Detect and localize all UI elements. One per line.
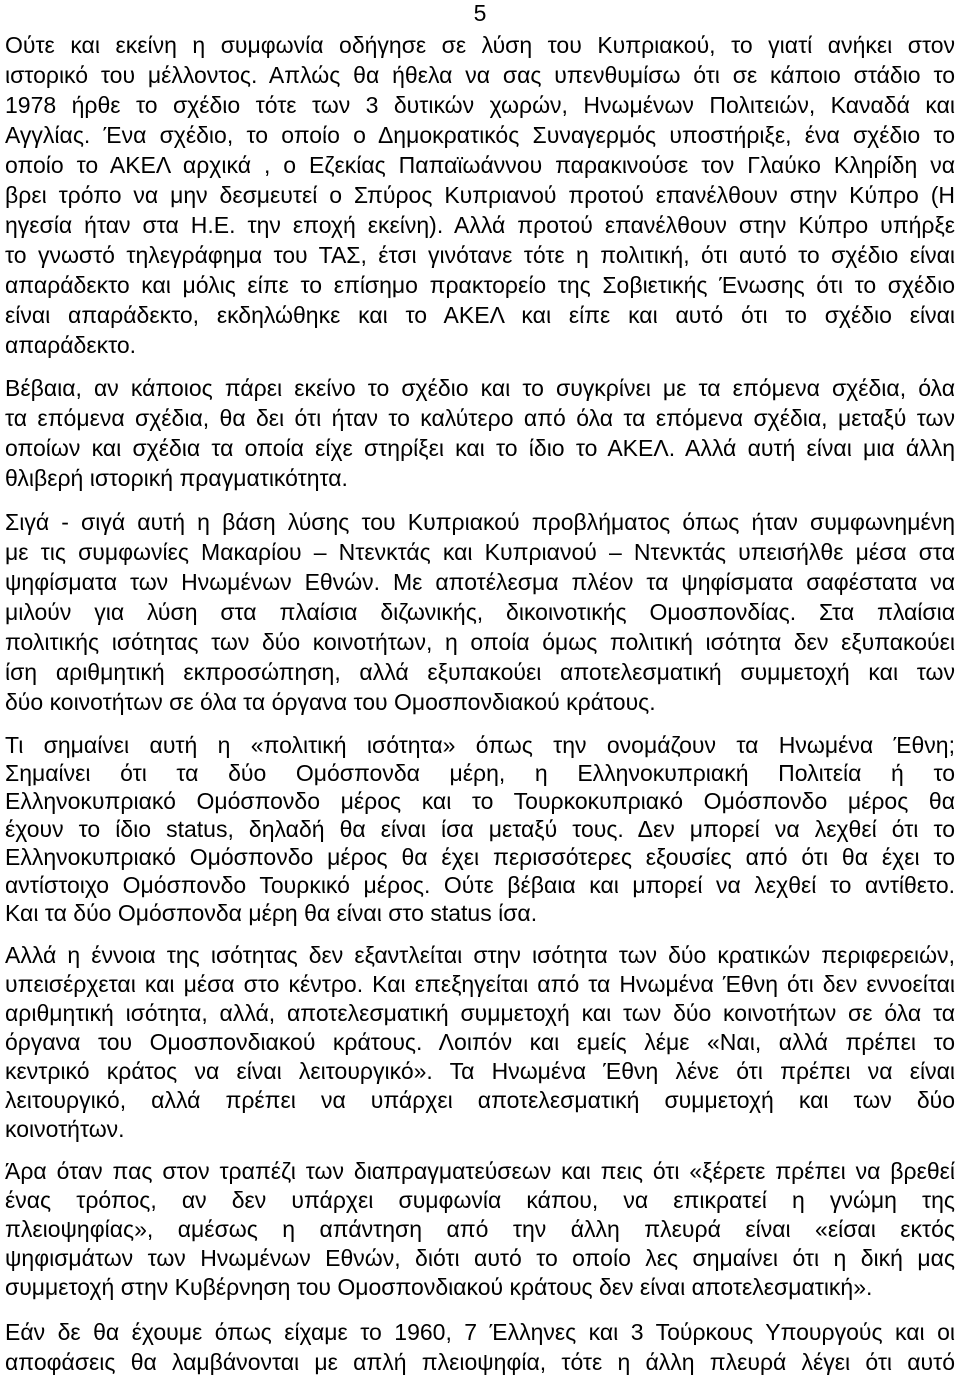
text-line: μιλούν για λύση στα πλαίσια διζωνικής, δικοινοτικής Ομοσπονδίας. Στα πλαίσια: [5, 599, 955, 625]
text-line: ίση αριθμητική εκπροσώπηση, αλλά εξυπακούει αποτελεσματική συμμετοχή και των: [5, 659, 955, 685]
text-line: Και τα δύο Ομόσπονδα μέρη θα είναι στο status ίσα.: [5, 900, 538, 926]
text-line: Βέβαια, αν κάποιος πάρει εκείνο το σχέδιο και το συγκρίνει με τα επόμενα σχέδια, όλα: [5, 375, 955, 401]
text-line: ένας τρόπος, αν δεν υπάρχει συμφωνία κάπου, να επικρατεί η γνώμη της: [5, 1187, 955, 1213]
text-line: Τι σημαίνει αυτή η «πολιτική ισότητα» όπως την ονομάζουν τα Ηνωμένα Έθνη;: [5, 732, 955, 758]
text-line: οποίο το ΑΚΕΛ αρχικά , ο Εζεκίας Παπαϊωάννου παρακινούσε τον Γλαύκο Κληρίδη να: [5, 152, 955, 178]
text-line: αριθμητική ισότητα, αλλά, αποτελεσματική συμμετοχή και των δύο κοινοτήτων σε όλα τα: [5, 1000, 955, 1026]
text-line: αποφάσεις θα λαμβάνονται με απλή πλειοψηφία, τότε η άλλη πλευρά λέγει ότι αυτό: [5, 1349, 955, 1375]
paragraph-2: [5, 373, 955, 493]
text-line: κεντρικό κράτος να είναι λειτουργικό». Τα Ηνωμένα Έθνη λένε ότι πρέπει να είναι: [5, 1058, 955, 1084]
text-line: υπεισέρχεται και μέσα στο κέντρο. Και επεξηγείται από τα Ηνωμένα Έθνη ότι δεν εννοείται: [5, 971, 955, 997]
text-line: ιστορικό του μέλλοντος. Απλώς θα ήθελα να σας υπενθυμίσω ότι σε κάποιο στάδιο το: [5, 62, 955, 88]
text-line: είναι απαράδεκτο, εκδηλώθηκε και το ΑΚΕΛ και είπε και αυτό ότι το σχέδιο είναι: [5, 302, 955, 328]
text-line: Άρα όταν πας στον τραπέζι των διαπραγματεύσεων και πεις ότι «ξέρετε πρέπει να βρεθεί: [5, 1158, 955, 1184]
text-line: Ελληνοκυπριακό Ομόσπονδο μέρος θα έχει περισσότερες εξουσίες από ότι θα έχει το: [5, 844, 955, 870]
text-line: 1978 ήρθε το σχέδιο τότε των 3 δυτικών χωρών, Ηνωμένων Πολιτειών, Καναδά και: [5, 92, 955, 118]
text-line: τα επόμενα σχέδια, θα δει ότι ήταν το καλύτερο από όλα τα επόμενα σχέδια, μεταξύ των: [5, 405, 955, 431]
page-number: 5: [473, 0, 487, 26]
text-line: οποίων και σχέδια τα οποία είχε στηρίξει και το ίδιο το ΑΚΕΛ. Αλλά αυτή είναι μια άλλη: [5, 435, 955, 461]
paragraph-3: [5, 507, 955, 717]
text-line: δύο κοινοτήτων σε όλα τα όργανα του Ομοσπονδιακού κράτους.: [5, 689, 656, 715]
text-line: αντίστοιχο Ομόσπονδο Τουρκικό μέρος. Ούτε βέβαια και μπορεί να λεχθεί το αντίθετο.: [5, 872, 955, 898]
text-line: ψηφίσματα των Ηνωμένων Εθνών. Με αποτέλεσμα πλέον τα ψηφίσματα σαφέστατα να: [5, 569, 955, 595]
text-line: λειτουργικό, αλλά πρέπει να υπάρχει αποτελεσματική συμμετοχή και των δύο: [5, 1087, 955, 1113]
text-line: απαράδεκτο και μόλις είπε το επίσημο πρακτορείο της Σοβιετικής Ένωσης ότι το σχέδιο: [5, 272, 955, 298]
text-line: συμμετοχή στην Κυβέρνηση του Ομοσπονδιακού κράτους δεν είναι αποτελεσματική».: [5, 1274, 873, 1300]
text-line: ηγεσία ήταν στα Η.Ε. την εποχή εκείνη). Αλλά προτού επανέλθουν στην Κύπρο υπήρξε: [5, 212, 955, 238]
text-line: το γνωστό τηλεγράφημα του ΤΑΣ, έτσι γινότανε τότε η πολιτική, ότι αυτό το σχέδιο είναι: [5, 242, 955, 268]
paragraph-6: [5, 1157, 955, 1302]
text-line: πλειοψηφίας», αμέσως η απάντηση από την άλλη πλευρά είναι «είσαι εκτός: [5, 1216, 955, 1242]
text-line: πολιτικής ισότητας των δύο κοινοτήτων, η οποία όμως πολιτική ισότητα δεν εξυπακούει: [5, 629, 955, 655]
text-line: Σιγά - σιγά αυτή η βάση λύσης του Κυπριακού προβλήματος όπως ήταν συμφωνημένη: [5, 509, 955, 535]
text-line: Ελληνοκυπριακό Ομόσπονδο μέρος και το Τουρκοκυπριακό Ομόσπονδο μέρος θα: [5, 788, 955, 814]
text-line: όργανα του Ομοσπονδιακού κράτους. Λοιπόν και εμείς λέμε «Ναι, αλλά πρέπει το: [5, 1029, 955, 1055]
text-line: θλιβερή ιστορική πραγματικότητα.: [5, 465, 348, 491]
text-line: Εάν δε θα έχουμε όπως είχαμε το 1960, 7 Έλληνες και 3 Τούρκους Υπουργούς και οι: [5, 1319, 955, 1345]
text-line: Αλλά η έννοια της ισότητας δεν εξαντλείται στην ισότητα των δύο κρατικών περιφερειών,: [5, 942, 955, 968]
text-line: Ούτε και εκείνη η συμφωνία οδήγησε σε λύση του Κυπριακού, το γιατί ανήκει στον: [5, 32, 955, 58]
paragraph-1: [5, 30, 955, 360]
text-line: έχουν το ίδιο status, δηλαδή θα είναι ίσα μεταξύ τους. Δεν μπορεί να λεχθεί ότι το: [5, 816, 955, 842]
text-line: Σημαίνει ότι τα δύο Ομόσπονδα μέρη, η Ελληνοκυπριακή Πολιτεία ή το: [5, 760, 955, 786]
paragraph-4: [5, 731, 955, 927]
text-line: Αγγλίας. Ένα σχέδιο, το οποίο ο Δημοκρατικός Συναγερμός υποστήριξε, ένα σχέδιο το: [5, 122, 955, 148]
text-line: απαράδεκτο.: [5, 332, 137, 358]
text-line: βρει τρόπο να μην δεσμευτεί ο Σπύρος Κυπριανού προτού επανέλθουν στην Κύπρο (Η: [5, 182, 955, 208]
paragraph-5: [5, 941, 955, 1144]
text-line: ψηφισμάτων των Ηνωμένων Εθνών, διότι αυτό το οποίο λες σημαίνει ότι η δική μας: [5, 1245, 955, 1271]
paragraph-7: [5, 1317, 955, 1377]
text-line: με τις συμφωνίες Μακαρίου – Ντενκτάς και Κυπριανού – Ντενκτάς υπεισήλθε μέσα στα: [5, 539, 955, 565]
text-line: κοινοτήτων.: [5, 1116, 125, 1142]
